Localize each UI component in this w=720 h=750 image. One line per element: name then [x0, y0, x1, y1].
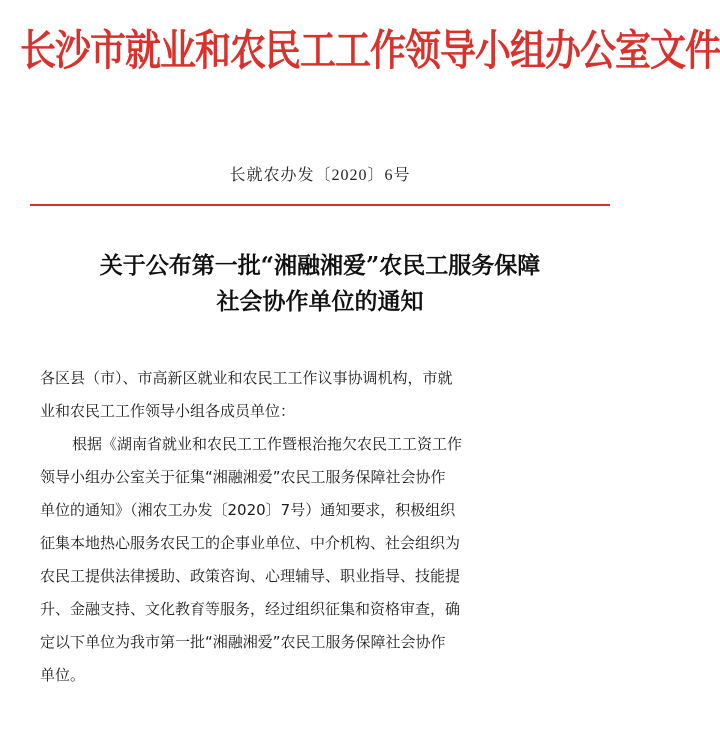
notice-title-line-1: 关于公布第一批“湘融湘爱”农民工服务保障 [99, 252, 541, 279]
salutation-line-2: 业和农民工工作领导小组各成员单位： [40, 402, 296, 420]
paragraph-line-1: 根据《湖南省就业和农民工工作暨根治拖欠农民工工资工作 [72, 435, 463, 453]
paragraph-line-5: 农民工提供法律援助、政策咨询、心理辅导、职业指导、技能提 [40, 567, 461, 585]
paragraph-line-7: 定以下单位为我市第一批“湘融湘爱”农民工服务保障社会协作 [40, 633, 446, 651]
notice-title [20, 248, 620, 320]
paragraph-line-8: 单位。 [40, 666, 86, 684]
paragraph-line-3: 单位的通知》（湘农工办发〔2020〕7号）通知要求，积极组织 [40, 501, 456, 519]
notice-title-line-2: 社会协作单位的通知 [216, 288, 424, 315]
paragraph-line-6: 升、金融支持、文化教育等服务，经过组织征集和资格审查，确 [40, 600, 461, 618]
paragraph-line-2: 领导小组办公室关于征集“湘融湘爱”农民工服务保障社会协作 [40, 468, 446, 486]
document-number: 长就农办发〔2020〕6号 [229, 167, 411, 184]
salutation-line-1: 各区县（市）、市高新区就业和农民工工作议事协调机构，市就 [40, 369, 453, 387]
document-masthead: 长沙市就业和农民工工作领导小组办公室文件 [20, 26, 720, 76]
paragraph-line-4: 征集本地热心服务农民工的企事业单位、中介机构、社会组织为 [40, 534, 461, 552]
red-divider-line [30, 204, 610, 206]
notice-body [40, 362, 610, 692]
